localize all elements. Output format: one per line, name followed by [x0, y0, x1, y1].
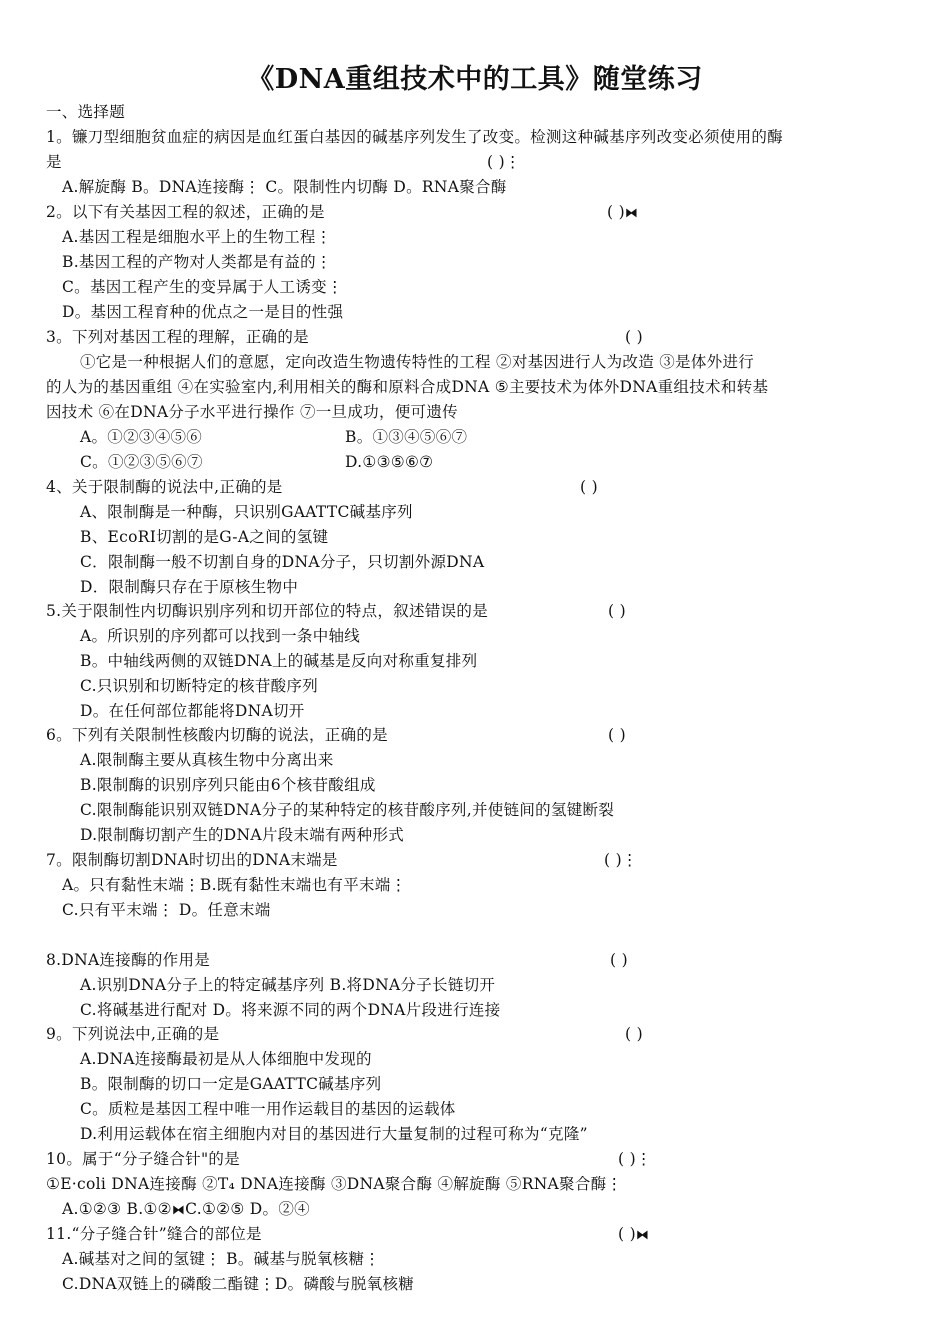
question-10-options-part-1: A.①②③ B.①②: [62, 1200, 172, 1218]
question-9-option-c: C。质粒是基因工程中唯一用作运载目的基因的运载体: [80, 1100, 456, 1118]
question-6-option-c: C.限制酶能识别双链DNA分子的某种特定的核苷酸序列,并使链间的氢键断裂: [80, 801, 615, 819]
question-3-stem: 3。下列对基因工程的理解，正确的是: [46, 328, 309, 346]
question-5-option-c: C.只识别和切断特定的核苷酸序列: [80, 677, 319, 695]
question-9-option-a: A.DNA连接酶最初是从人体细胞中发现的: [80, 1050, 372, 1068]
question-10-options-part-2: C.①②⑤ D。②④: [185, 1200, 310, 1218]
question-11-answer-blank-text: ( ): [618, 1225, 636, 1243]
question-9-option-d: D.利用运载体在宿主细胞内对目的基因进行大量复制的过程可称为“克隆”: [80, 1125, 588, 1143]
question-1-stem-cont: 是: [46, 153, 62, 171]
question-4-answer-blank: ( ): [580, 478, 598, 496]
question-11-options-2: C.DNA双链上的磷酸二酯键⋮D。磷酸与脱氧核糖: [62, 1275, 415, 1293]
question-8-answer-blank: ( ): [610, 951, 628, 969]
question-10-options: [62, 1199, 310, 1221]
question-3-option-a: A。①②③④⑤⑥: [80, 428, 203, 446]
question-8-options-2: C.将碱基进行配对 D。将来源不同的两个DNA片段进行连接: [80, 1001, 501, 1019]
question-6-option-b: B.限制酶的识别序列只能由6个核苷酸组成: [80, 776, 376, 794]
question-9-stem: 9。下列说法中,正确的是: [46, 1025, 220, 1043]
page-title: 《DNA重组技术中的工具》随堂练习: [247, 64, 703, 95]
question-9-answer-blank: ( ): [625, 1025, 643, 1043]
question-3-option-b: B。①③④⑤⑥⑦: [345, 428, 468, 446]
question-2-answer-blank: [607, 202, 638, 224]
question-3-statements-3: 因技术 ⑥在DNA分子水平进行操作 ⑦一旦成功，便可遗传: [46, 403, 458, 421]
question-10-statements: ①E·coli DNA连接酶 ②T₄ DNA连接酶 ③DNA聚合酶 ④解旋酶 ⑤RNA聚合酶⋮: [46, 1175, 623, 1193]
question-2-option-b: B.基因工程的产物对人类都是有益的⋮: [62, 253, 332, 271]
question-8-stem: 8.DNA连接酶的作用是: [46, 951, 211, 969]
question-6-option-d: D.限制酶切割产生的DNA片段末端有两种形式: [80, 826, 405, 844]
scribble-mark-icon: ⧓: [624, 206, 639, 221]
question-4-option-b: B、EcoRI切割的是G-A之间的氢键: [80, 528, 329, 546]
question-11-stem: 11.“分子缝合针”缝合的部位是: [46, 1225, 262, 1243]
question-3-option-d: D.①③⑤⑥⑦: [345, 453, 434, 471]
question-9-option-b: B。限制酶的切口一定是GAATTC碱基序列: [80, 1075, 382, 1093]
question-2-option-c: C。基因工程产生的变异属于人工诱变⋮: [62, 278, 343, 296]
question-5-option-a: A。所识别的序列都可以找到一条中轴线: [80, 627, 361, 645]
scribble-mark-icon: ⧓: [635, 1228, 650, 1243]
question-5-answer-blank: ( ): [608, 602, 626, 620]
question-3-option-c: C。①②③⑤⑥⑦: [80, 453, 203, 471]
question-3-statements-1: ①它是一种根据人们的意愿，定向改造生物遗传特性的工程 ②对基因进行人为改造 ③是体外进行: [80, 353, 755, 371]
question-11-options-1: A.碱基对之间的氢键⋮ B。碱基与脱氧核糖⋮: [62, 1250, 381, 1268]
question-2-option-a: A.基因工程是细胞水平上的生物工程⋮: [62, 228, 332, 246]
question-4-option-c: C．限制酶一般不切割自身的DNA分子，只切割外源DNA: [80, 553, 485, 571]
question-2-option-d: D。基因工程育种的优点之一是目的性强: [62, 303, 344, 321]
question-7-stem: 7。限制酶切割DNA时切出的DNA末端是: [46, 851, 338, 869]
question-4-stem: 4、关于限制酶的说法中,正确的是: [46, 478, 283, 496]
question-4-option-a: A、限制酶是一种酶，只识别GAATTC碱基序列: [80, 503, 413, 521]
question-1-options: A.解旋酶 B。DNA连接酶⋮ C。限制性内切酶 D。RNA聚合酶: [62, 178, 507, 196]
section-heading: 一、选择题: [46, 103, 126, 121]
question-11-answer-blank: [618, 1224, 649, 1246]
question-7-answer-blank: ( )⋮: [604, 851, 638, 869]
question-6-option-a: A.限制酶主要从真核生物中分离出来: [80, 751, 334, 769]
question-10-stem: 10。属于“分子缝合针"的是: [46, 1150, 240, 1168]
question-7-options-1: A。只有黏性末端⋮B.既有黏性末端也有平末端⋮: [62, 876, 407, 894]
question-2-answer-blank-text: ( ): [607, 203, 625, 221]
question-10-answer-blank: ( )⋮: [618, 1150, 652, 1168]
scribble-mark-icon: ⧓: [171, 1203, 186, 1218]
question-6-answer-blank: ( ): [608, 726, 626, 744]
question-8-options-1: A.识别DNA分子上的特定碱基序列 B.将DNA分子长链切开: [80, 976, 496, 994]
question-4-option-d: D．限制酶只存在于原核生物中: [80, 578, 299, 596]
question-5-option-d: D。在任何部位都能将DNA切开: [80, 702, 305, 720]
question-3-answer-blank: ( ): [625, 328, 643, 346]
question-5-option-b: B。中轴线两侧的双链DNA上的碱基是反向对称重复排列: [80, 652, 478, 670]
question-7-options-2: C.只有平末端⋮ D。任意末端: [62, 901, 271, 919]
question-1-stem: 1。镰刀型细胞贫血症的病因是血红蛋白基因的碱基序列发生了改变。检测这种碱基序列改变必须使用的酶: [46, 128, 783, 146]
question-2-stem: 2。以下有关基因工程的叙述，正确的是: [46, 203, 325, 221]
question-6-stem: 6。下列有关限制性核酸内切酶的说法，正确的是: [46, 726, 388, 744]
question-3-statements-2: 的人为的基因重组 ④在实验室内,利用相关的酶和原料合成DNA ⑤主要技术为体外DNA重组技术和转基: [46, 378, 769, 396]
question-1-answer-blank: ( )⋮: [487, 153, 521, 171]
question-5-stem: 5.关于限制性内切酶识别序列和切开部位的特点，叙述错误的是: [46, 602, 488, 620]
